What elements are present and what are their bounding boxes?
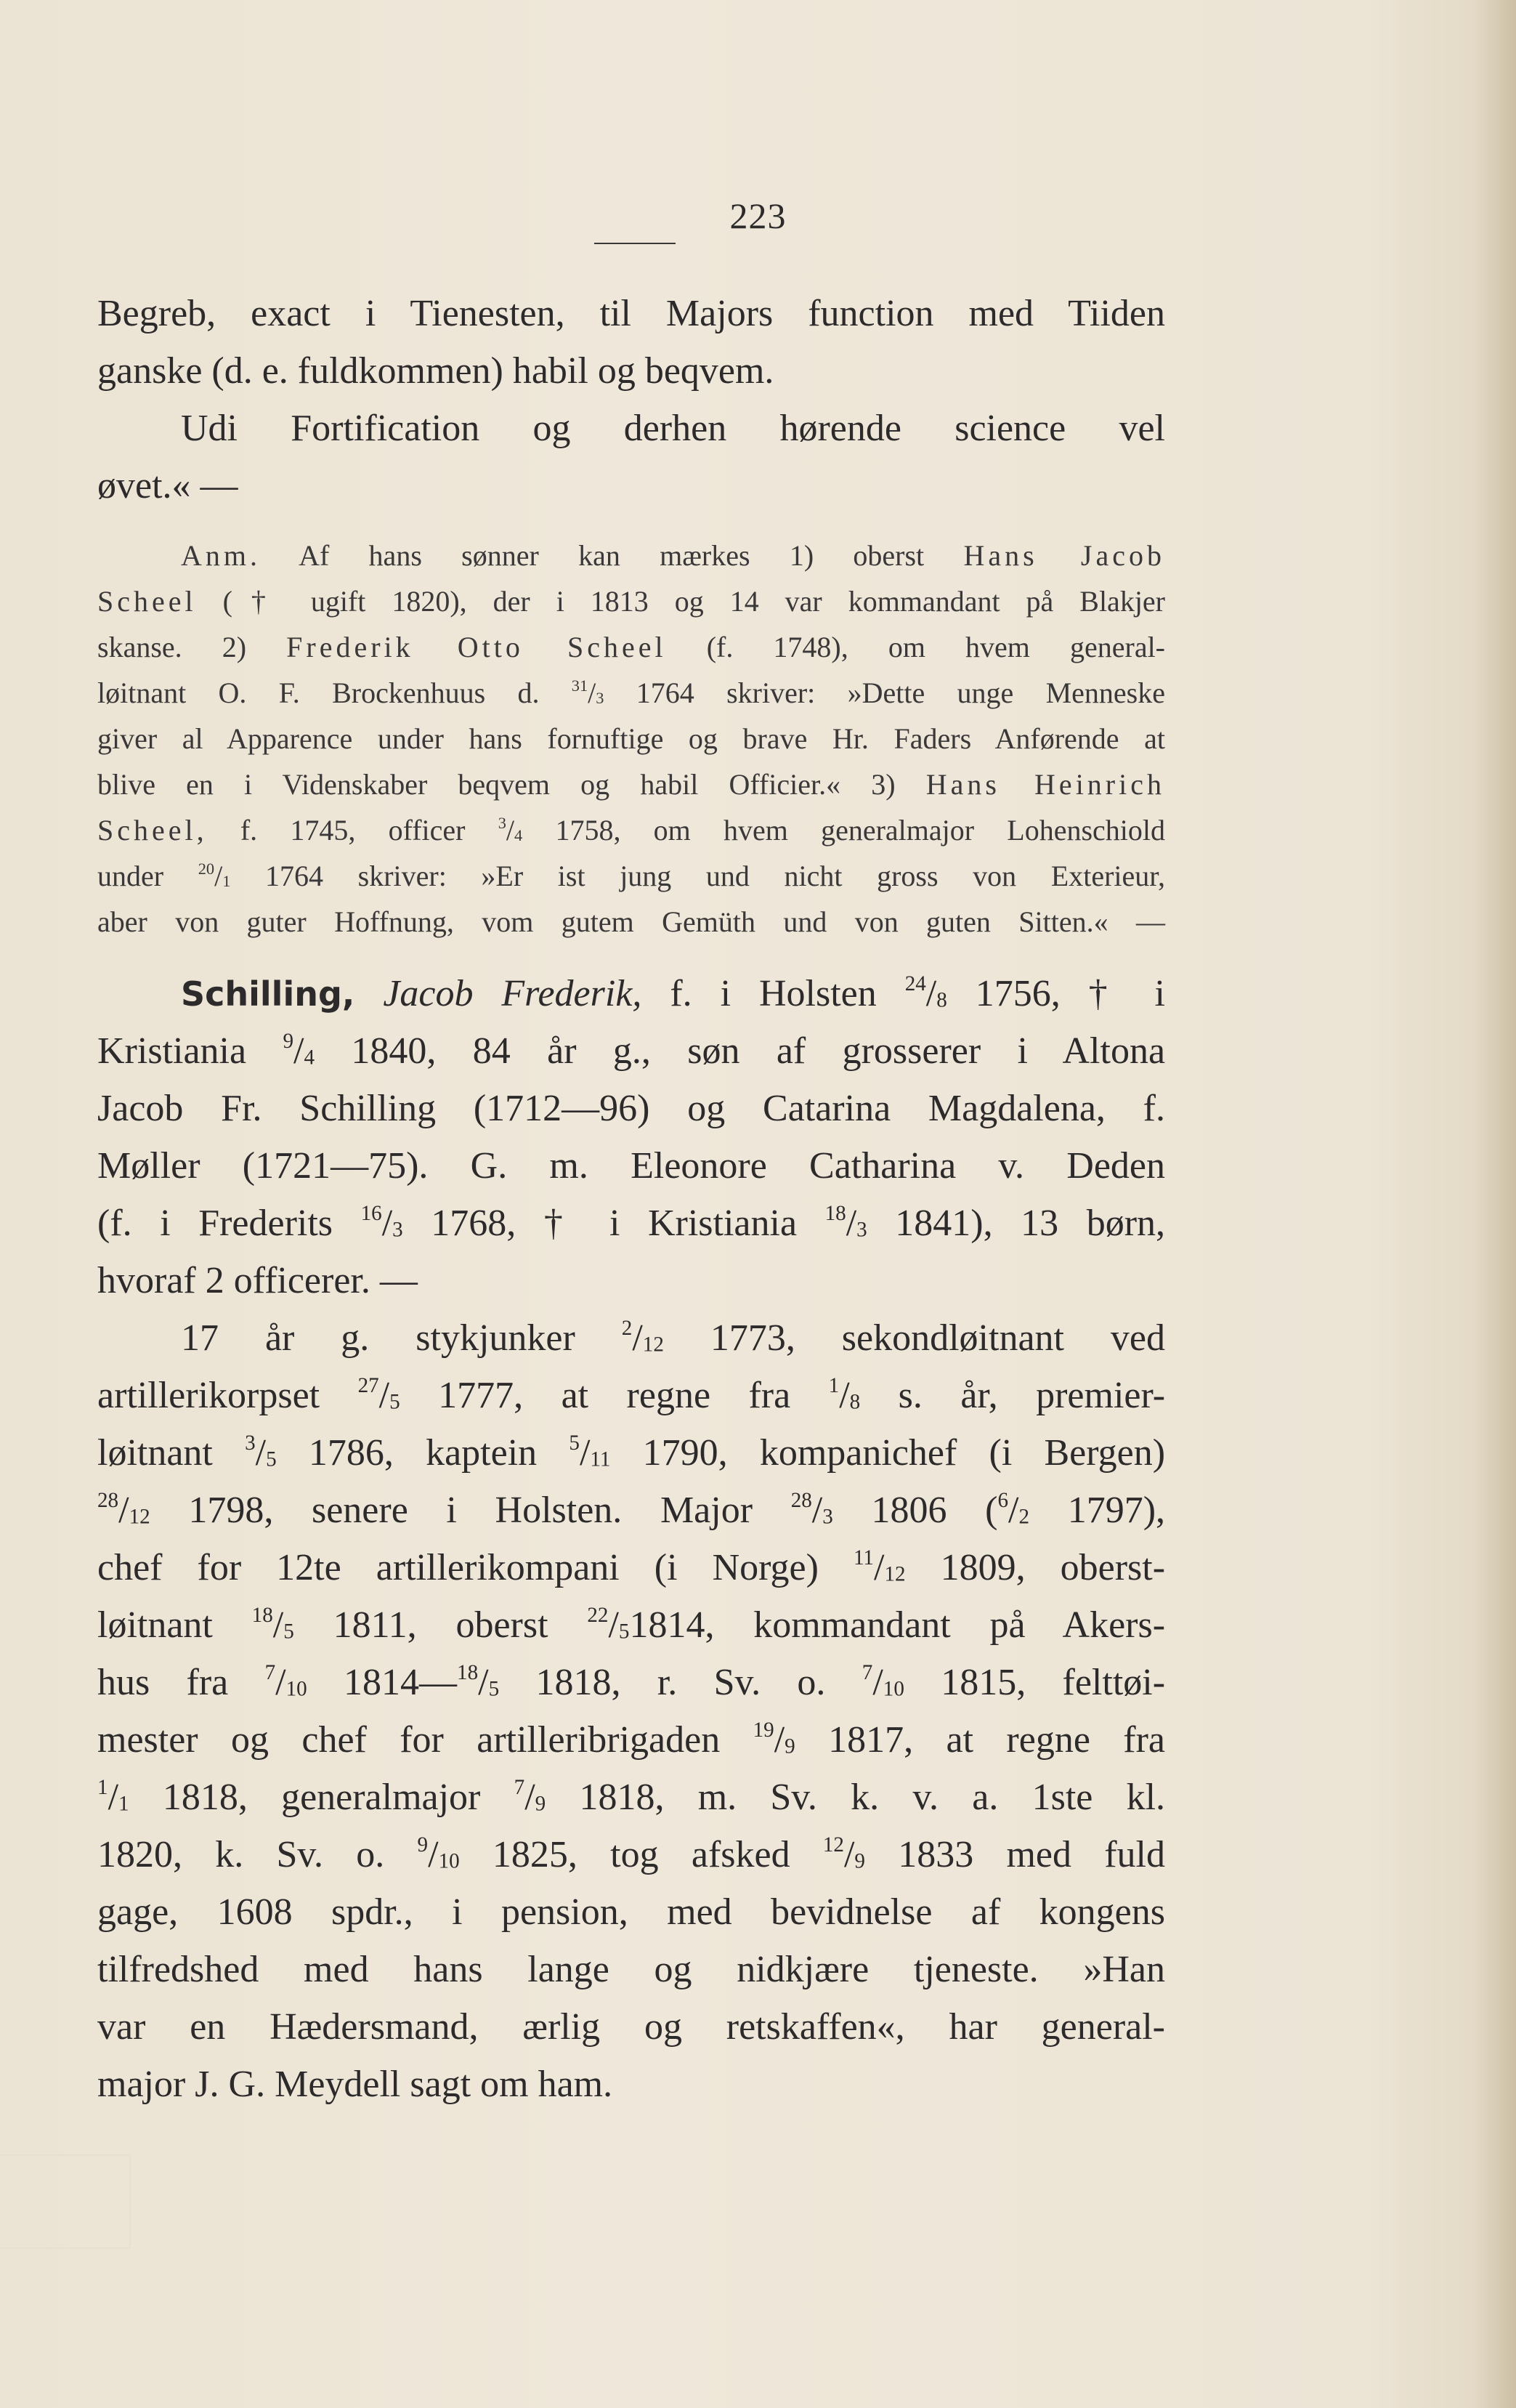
note-line-8: under $^{20}/_1$ 1764 skriver: »Er ist jung und nicht gross von Exterieur, xyxy=(97,859,1165,892)
entry-surname: Schilling, xyxy=(181,974,355,1014)
paper-fragment xyxy=(0,2154,131,2249)
entry-1-line-6: hvoraf 2 officerer. — xyxy=(97,1260,418,1301)
note-line-3: skanse. 2) Frederik Otto Scheel (f. 1748), om hvem general- xyxy=(97,631,1166,663)
note-line-2: Scheel († ugift 1820), der i 1813 og 14 var kommandant på Blakjer xyxy=(97,585,1166,618)
entry-1-line-4: Møller (1721—75). G. m. Eleonore Catharina v. Deden xyxy=(97,1145,1165,1187)
entry-2-line-7: hus fra $^7/_{10}$ $1814—^{18}/_5$ 1818, r. Sv. o. $^7/_{10}$ 1815, felttøi- xyxy=(97,1661,1166,1703)
entry-2-line-1: 17 år g. stykjunker $^2/_{12}$ 1773, sekondløitnant ved xyxy=(181,1317,1165,1359)
note-line-9: aber von guter Hoffnung, vom gutem Gemüth und von guten Sitten.« — xyxy=(97,905,1165,938)
entry-1-line-5: (f. i Frederits $^{16}/_3$ 1768, † i Kristiania $^{18}/_3$ 1841), 13 børn, xyxy=(97,1202,1166,1244)
entry-1-line-2: Kristiania $^9/_4$ 1840, 84 år g., søn af grosserer i Altona xyxy=(97,1030,1166,1072)
note-line-7: Scheel, f. 1745, officer $^3/_4$ 1758, om hvem generalmajor Lohenschiold xyxy=(97,813,1166,847)
entry-2-line-12: tilfredshed med hans lange og nidkjære tjeneste. »Han xyxy=(97,1949,1165,1990)
entry-2-line-9: $^1/_1$ 1818, generalmajor $^7/_9$ 1818, m. Sv. k. v. a. 1ste kl. xyxy=(97,1776,1166,1818)
page-edge-shadow xyxy=(1474,0,1516,2408)
page-number: 223 xyxy=(729,195,787,236)
entry-2-line-4: $^{28}/_{12}$ 1798, senere i Holsten. Major $^{28}/_3$ 1806 ($^6/_2$ 1797), xyxy=(97,1489,1166,1531)
paragraph-1-line-2: ganske (d. e. fuldkommen) habil og beqvem. xyxy=(97,350,774,392)
entry-2-line-6: løitnant $^{18}/_5$ 1811, oberst $^{22}/_51814$, kommandant på Akers- xyxy=(97,1604,1166,1646)
entry-2-line-3: løitnant $^3/_5$ 1786, kaptein $^5/_{11}$ 1790, kompanichef (i Bergen) xyxy=(97,1431,1166,1474)
entry-1-line-1: Schilling, Jacob Frederik, f. i Holsten $^{24}/_8$ 1756, † i xyxy=(181,972,1166,1014)
entry-2-line-2: artillerikorpset $^{27}/_5$ 1777, at regne fra $^1/_8$ s. år, premier- xyxy=(97,1374,1166,1416)
entry-1-line-3: Jacob Fr. Schilling (1712—96) og Catarina Magdalena, f. xyxy=(97,1088,1165,1129)
note-line-5: giver al Apparence under hans fornuftige og brave Hr. Faders Anførende at xyxy=(97,722,1165,755)
entry-given-name: Jacob Frederik, xyxy=(383,973,642,1014)
paragraph-1-line-1: Begreb, exact i Tienesten, til Majors function med Tiiden xyxy=(97,293,1165,334)
paragraph-2-line-2: øvet.« — xyxy=(97,465,238,506)
entry-2-line-13: var en Hædersmand, ærlig og retskaffen«, har general- xyxy=(97,2006,1165,2048)
note-line-6: blive en i Videnskaber beqvem og habil Officier.« 3) Hans Heinrich xyxy=(97,768,1165,801)
note-line-4: løitnant O. F. Brockenhuus d. $^{31}/_3$ 1764 skriver: »Dette unge Menneske xyxy=(97,676,1165,709)
entry-2-line-10: 1820, k. Sv. o. $^9/_{10}$ 1825, tog afsked $^{12}/_9$ 1833 med fuld xyxy=(97,1833,1166,1875)
paragraph-2-line-1: Udi Fortification og derhen hørende science vel xyxy=(181,408,1165,449)
entry-2-line-8: mester og chef for artilleribrigaden $^{19}/_9$ 1817, at regne fra xyxy=(97,1718,1166,1761)
entry-2-line-14: major J. G. Meydell sagt om ham. xyxy=(97,2064,613,2105)
entry-2-line-5: chef for 12te artillerikompani (i Norge) $^{11}/_{12}$ 1809, oberst- xyxy=(97,1546,1166,1588)
page-number-rule xyxy=(594,243,676,244)
note-line-1: Anm. Af hans sønner kan mærkes 1) oberst Hans Jacob xyxy=(181,539,1166,572)
entry-2-line-11: gage, 1608 spdr., i pension, med bevidnelse af kongens xyxy=(97,1891,1165,1933)
